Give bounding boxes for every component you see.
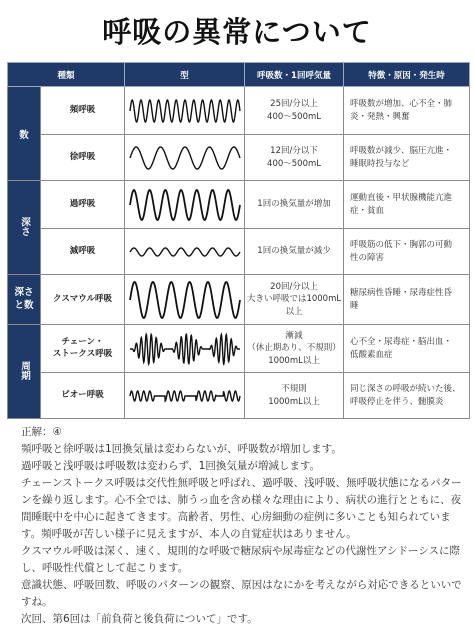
kussmaul-waveform-icon <box>127 278 243 322</box>
breathing-abnormalities-table <box>7 62 470 419</box>
table-row <box>8 229 470 275</box>
feature-line: 心不全・尿毒症・脳出血・ <box>350 336 453 347</box>
freq-line: 12回/分以下 <box>270 146 318 157</box>
hyperpnea-waveform-icon <box>127 185 243 225</box>
freq-line: 不規則 <box>281 384 307 395</box>
feature-line: 性の障害 <box>350 252 385 263</box>
freq-line: 漸減 <box>285 331 303 342</box>
slow-wave-line <box>130 147 240 169</box>
row-freq-tachypnea <box>245 87 344 135</box>
explanation-paragraph: 頻呼吸と徐呼吸は1回換気量は変わらないが、呼吸数が増加します。 <box>21 443 342 455</box>
cheyne-stokes-waveform-cell <box>125 325 245 373</box>
row-name-cheyne-stokes <box>41 325 125 373</box>
explanation-paragraph: 次回、第6回は「前負荷と後負荷について」です。 <box>21 613 258 625</box>
explanation-paragraph: 意識状態、呼吸回数、呼吸のパターンの観察、原因はなにかを考えながら対応できるといいですね。 <box>21 579 462 608</box>
table-row <box>8 87 470 135</box>
cheyne-wave-line <box>130 334 240 364</box>
header-type: 種類 <box>8 63 125 87</box>
table-row <box>8 135 470 181</box>
feature-line: 睡眠時投与など <box>350 158 410 169</box>
kussmaul-waveform-cell <box>125 275 245 325</box>
feature-line: 呼吸停止を伴う、髄膜炎 <box>350 396 444 407</box>
answer-line: 正解：④ <box>21 426 62 438</box>
group-period: 周期 <box>8 325 41 419</box>
row-feature-kussmaul <box>344 275 470 325</box>
feature-line: 睡 <box>350 300 359 311</box>
row-freq-biot <box>245 373 344 419</box>
row-name-tachypnea: 頻呼吸 <box>41 87 125 135</box>
header-pattern: 型 <box>125 63 245 87</box>
hyperpnea-waveform-cell <box>125 181 245 229</box>
freq-line: 25回/分以上 <box>270 99 318 110</box>
cheyne-stokes-waveform-icon <box>127 329 243 369</box>
row-name-hypopnea: 減呼吸 <box>41 229 125 275</box>
row-feature-tachypnea <box>344 87 470 135</box>
freq-line: 以上 <box>285 306 303 317</box>
row-freq-hyperpnea <box>245 181 344 229</box>
kussmaul-wave-line <box>130 282 240 318</box>
group-label-line: と数 <box>14 299 34 311</box>
row-freq-hypopnea <box>245 229 344 275</box>
hypopnea-waveform-icon <box>127 232 243 272</box>
bradypnea-waveform-cell <box>125 135 245 181</box>
table-row <box>8 275 470 325</box>
group-count: 数 <box>8 87 41 181</box>
shallow-wave-line <box>130 248 240 256</box>
row-name-kussmaul: クスマウル呼吸 <box>41 275 125 325</box>
hypopnea-waveform-cell <box>125 229 245 275</box>
header-features: 特徴・原因・発生時 <box>344 63 470 87</box>
feature-line: 糖尿病性昏睡・尿毒症性昏 <box>350 287 453 298</box>
explanation-paragraph: 過呼吸と浅呼吸は呼吸数は変わらず、1回換気量が増減します。 <box>21 460 320 472</box>
feature-line: 呼吸数が減少、脳圧亢進・ <box>350 145 453 156</box>
table-header-row <box>8 63 470 87</box>
tachypnea-waveform-icon <box>127 91 243 131</box>
explanation-paragraph: クスマウル呼吸は深く、速く、規則的な呼吸で糖尿病や尿毒症などの代謝性アシドーシスに際し、呼吸性代償として起こります。 <box>21 545 461 574</box>
table-row <box>8 325 470 373</box>
freq-line: 400～500mL <box>267 111 321 122</box>
table-row <box>8 373 470 419</box>
row-name-hyperpnea: 過呼吸 <box>41 181 125 229</box>
freq-line: 1000mL以上 <box>268 396 320 407</box>
biot-waveform-cell <box>125 373 245 419</box>
page-title: 呼吸の異常について <box>102 15 372 49</box>
row-feature-hypopnea <box>344 229 470 275</box>
row-freq-bradypnea <box>245 135 344 181</box>
freq-line: 1000mL以上 <box>268 355 320 366</box>
name-line: チェーン・ <box>61 336 104 347</box>
row-freq-kussmaul <box>245 275 344 325</box>
explanation-text <box>21 424 466 628</box>
group-depth: 深さ <box>8 181 41 275</box>
tachypnea-waveform-cell <box>125 87 245 135</box>
freq-line: 1回の換気量が増加 <box>257 199 331 210</box>
freq-line: 20回/分以上 <box>270 282 318 293</box>
feature-line: 呼吸筋の低下・胸郭の可動 <box>350 239 453 250</box>
feature-line: 炎・発熱・興奮 <box>350 111 410 122</box>
row-freq-cheyne-stokes <box>245 325 344 373</box>
feature-line: 呼吸数が増加、心不全・肺 <box>350 98 453 109</box>
row-feature-biot <box>344 373 470 419</box>
freq-line: 400～500mL <box>267 158 321 169</box>
name-line: ストークス呼吸 <box>52 348 113 359</box>
row-feature-hyperpnea <box>344 181 470 229</box>
freq-line: 大きい呼吸では1000mL <box>246 294 342 305</box>
header-rate-volume: 呼吸数・1回呼気量 <box>245 63 344 87</box>
row-feature-cheyne-stokes <box>344 325 470 373</box>
biot-wave-line <box>130 391 240 401</box>
table-row <box>8 181 470 229</box>
group-depth-count <box>8 275 41 325</box>
biot-waveform-icon <box>127 376 243 416</box>
group-label-line: 深さ <box>14 286 34 298</box>
row-name-biot: ビオー呼吸 <box>41 373 125 419</box>
fast-wave-line <box>130 100 240 122</box>
freq-line: （休止期あり、不規則） <box>247 343 341 354</box>
bradypnea-waveform-icon <box>127 138 243 178</box>
feature-line: 低酸素血症 <box>350 349 393 360</box>
freq-line: 1回の換気量が減少 <box>257 246 331 257</box>
row-name-bradypnea: 徐呼吸 <box>41 135 125 181</box>
row-feature-bradypnea <box>344 135 470 181</box>
feature-line: 運動直後・甲状腺機能亢進 <box>350 192 453 203</box>
feature-line: 症・貧血 <box>350 205 385 216</box>
explanation-paragraph: チェーンストークス呼吸は交代性無呼吸と呼ばれ、過呼吸、浅呼吸、無呼吸状態になるパターンを繰り返します。心不全では、肺うっ血を含め様々な理由により、病状の進行とともに、夜間睡眠中を中心に起きてきます。高齢者、男性、心房細動の症例に多いことも知られています。頻呼吸が苦しい様子に見えますが、本人の自覚症状はありません。 <box>21 477 462 540</box>
deep-wave-line <box>130 190 240 220</box>
feature-line: 同じ深さの呼吸が続いた後、 <box>350 383 461 394</box>
